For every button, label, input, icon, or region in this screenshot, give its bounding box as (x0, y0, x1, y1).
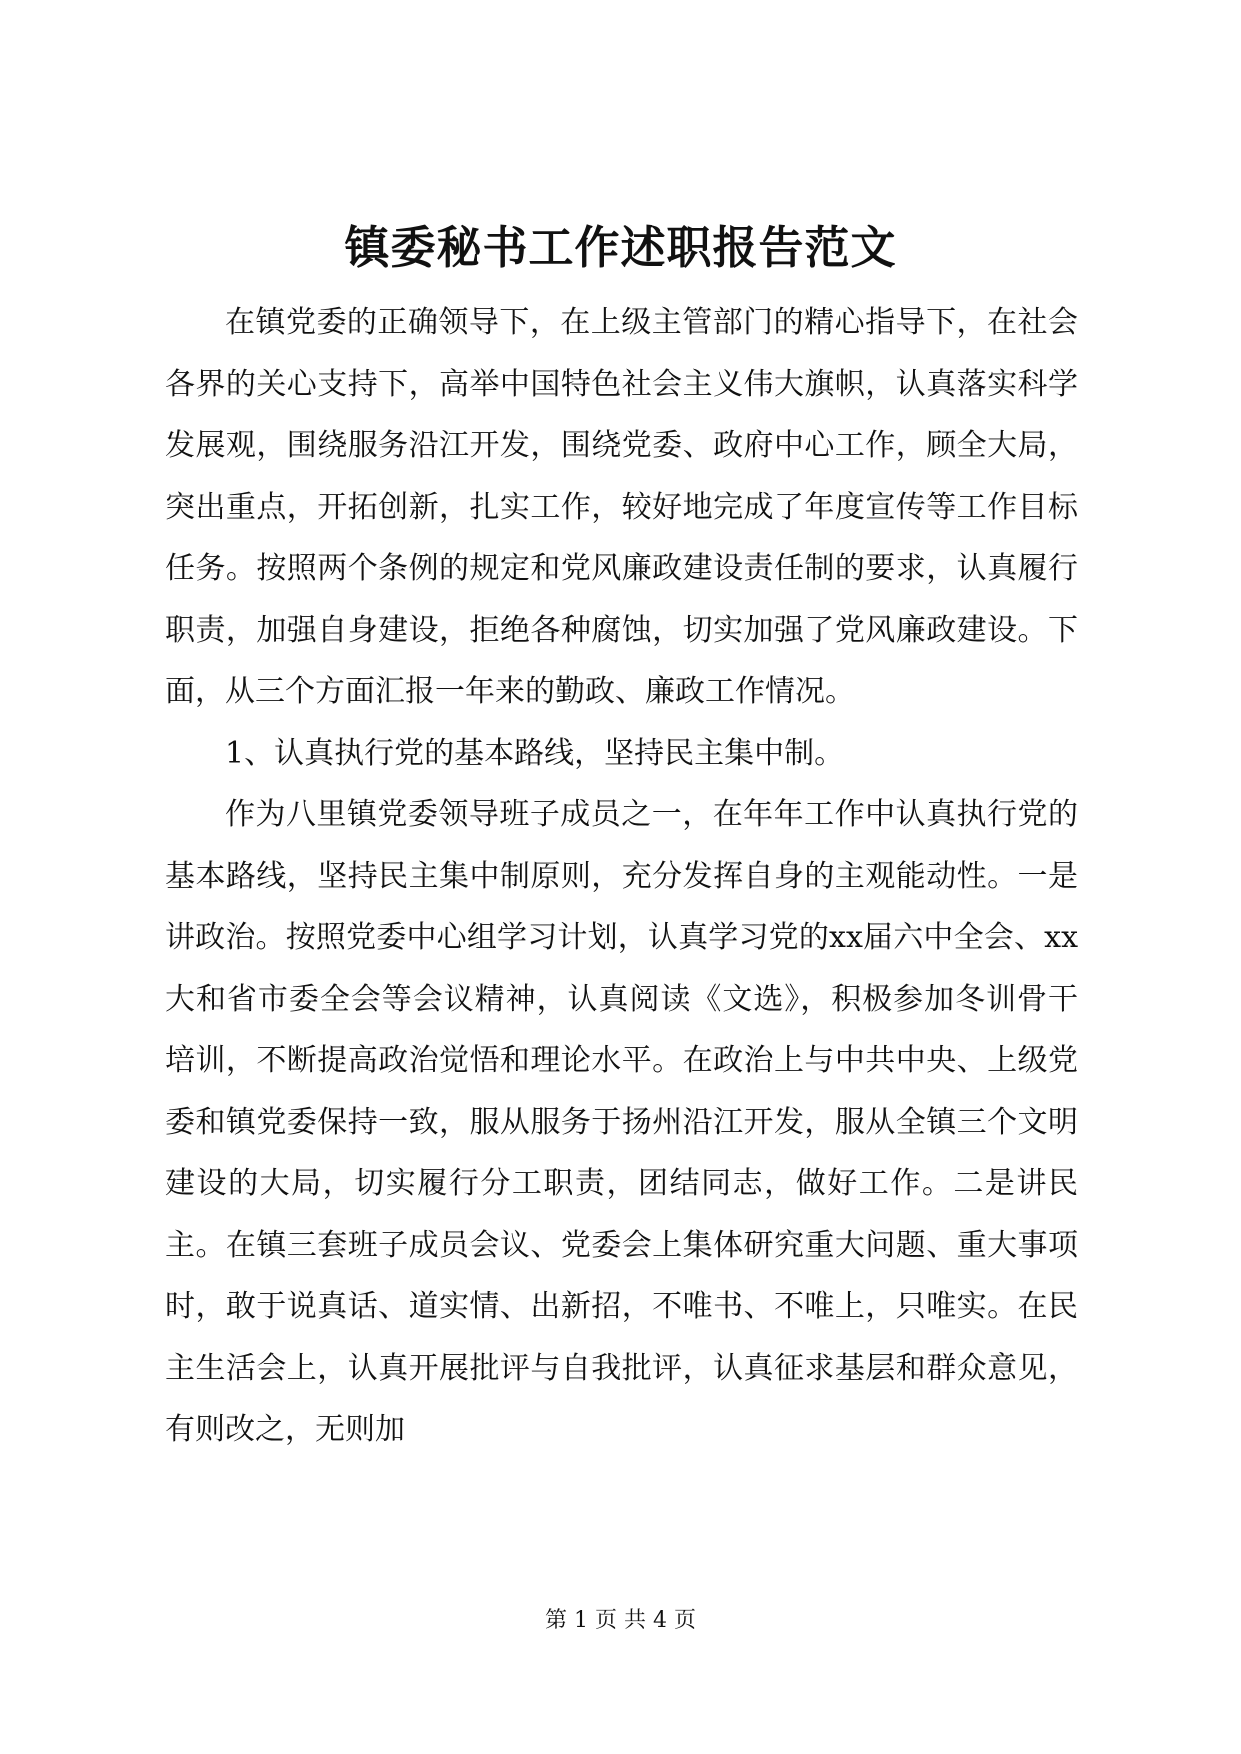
document-body (165, 292, 1078, 1461)
paragraph-section-heading: 1、认真执行党的基本路线，坚持民主集中制。 (225, 735, 845, 771)
paragraph-section-body: 作为八里镇党委领导班子成员之一，在年年工作中认真执行党的基本路线，坚持民主集中制原则，充分发挥自身的主观能动性。一是讲政治。按照党委中心组学习计划，认真学习党的xx届六中全会、xx大和省市委全会等会议精神，认真阅读《文选》，积极参加冬训骨干培训，不断提高政治觉悟和理论水平。在政治上与中共中央、上级党委和镇党委保持一致，服从服务于扬州沿江开发，服从全镇三个文明建设的大局，切实履行分工职责，团结同志，做好工作。二是讲民主。在镇三套班子成员会议、党委会上集体研究重大问题、重大事项时，敢于说真话、道实情、出新招，不唯书、不唯上，只唯实。在民主生活会上，认真开展批评与自我批评，认真征求基层和群众意见，有则改之，无则加 (165, 797, 1078, 1447)
page-footer: 第 1 页 共 4 页 (545, 1608, 696, 1633)
document-title: 镇委秘书工作述职报告范文 (344, 221, 897, 274)
paragraph-intro: 在镇党委的正确领导下，在上级主管部门的精心指导下，在社会各界的关心支持下，高举中国特色社会主义伟大旗帜，认真落实科学发展观，围绕服务沿江开发，围绕党委、政府中心工作，顾全大局，突出重点，开拓创新，扎实工作，较好地完成了年度宣传等工作目标任务。按照两个条例的规定和党风廉政建设责任制的要求，认真履行职责，加强自身建设，拒绝各种腐蚀，切实加强了党风廉政建设。下面，从三个方面汇报一年来的勤政、廉政工作情况。 (165, 305, 1078, 709)
